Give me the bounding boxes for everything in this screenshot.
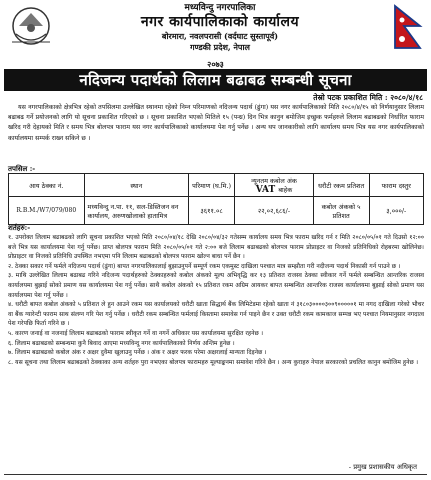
office-name: नगर कार्यपालिकाको कार्यालय: [140, 14, 300, 30]
min-bid-cell: २२,०२,६८६/-: [235, 197, 314, 225]
signature-line: - प्रमुख प्रशासकीय अधिकृत: [348, 463, 417, 471]
min-bid-header-label: न्यूनतम कबोल अंक: [251, 176, 297, 185]
bottom-divider: [4, 474, 427, 475]
letterhead-text: [70, 2, 370, 52]
nepal-flag-icon: [393, 4, 423, 52]
condition-item: ३. माथि उल्लेखित लिलाम बढाबढ गरिने नदिजन्य पदार्थहरुको ठेक्काहरुको कबोल अंकको मूल्य अभिवृद्धि कर १३ प्रतिशत राजस्व ठेक्का स्वीकार गर्ने फर्मले सम्बन्धित आन्तरिक राजस्व कार्यालयमा बुझाई सोको प्रमाण यस कार्यालयमा पेश गर्नु पर्नेछ। साथै कबोल अंकको १५ प्रतिशत रकम अग्रिम आयकर बापत सम्बन्धित आन्तरिक राजस्व कार्यालयमा बुझाई सोको प्रमाण यस कार्यालयमा पेश गर्नु पर्नेछ ।: [8, 272, 424, 299]
year: २०७३: [207, 59, 224, 69]
quantity-cell: ३६११.०८: [188, 197, 234, 225]
condition-item: ७. लिलाम बढाबढको कबोल अंक र अक्षर दुवैमा खुलाउनु पर्नेछ । अंक र अक्षर फरक परेमा अक्षरलाई मान्यता दिइनेछ ।: [8, 349, 267, 357]
vat-note: [238, 185, 310, 195]
table-header-row: [9, 174, 424, 197]
vat-label: VAT: [255, 184, 276, 195]
col-contract-no: आय ठेक्का नं.: [9, 174, 85, 197]
col-deposit: धरौटी रकम प्रतिशत: [313, 174, 369, 197]
letterhead: [0, 0, 431, 68]
condition-item: ५. कारण जनाई वा नजनाई लिलाम बढाबढको फाराम स्वीकृत गर्ने वा नगर्ने अधिकार यस कार्यालयमा सुरक्षित रहनेछ ।: [8, 329, 264, 337]
conditions-list: [8, 233, 424, 367]
intro-paragraph: यस नगरपालिकाको क्षेत्रभित्र रहेको तपसिलमा उल्लेखित स्थानमा रहेको निम्न परिमाणको नदिजन्य पदार्थ (ढुंगा) यस नगर कार्यपालिकाको मिति २०८०/४/१५ को निर्णयानुसार लिलाम बढाबढ गर्ने प्रयोजनको लागि यो सूचना प्रकाशित गरिएको छ । सूचना प्रकाशित भएको मितिले १५ (पन्ध्र) दिन भित्र कानुन बमोजिम इच्छुक फर्महरुले लिलाम बढाबढको निर्धारित फाराम खरिद गरी देहायको मिति र समय भित्र बोलपत्र फाराम यस नगर कार्यपालिकाको कार्यालयमा पेश गर्नु पर्नेछ । अन्य थप जानकारीको लागि कार्यालय समय भित्र यस नगर कार्यपालिकाको कार्यालयमा सम्पर्क राख्न सकिने छ ।: [8, 104, 424, 142]
condition-item: २. ठेक्का सकार गर्ने फर्मले नदिजन्य पदार्थ (ढुंगा) बापत नगरपालिकालाई बुझाउनुपर्ने सम्पूर्ण रकम एकमुस्ट दाखिला पश्चात मात्र सम्झौता गरी नदीजन्य पदार्थ निकासी गर्न पाउने छ ।: [8, 262, 401, 270]
condition-item: ८. यस सूचना तथा लिलाम बढाबढको ठेक्काका अन्य शर्तहरु पुरा नभएका बोलपत्र फारामहरु मूल्याङ्कनमा समावेश गरिने छैन । अन्य कुराहरु नेपाल सरकारको प्रचलित कानुन बमोजिम हुनेछ ।: [8, 358, 419, 366]
deposit-cell: कबोल अंकको ५ प्रतिशत: [313, 197, 369, 225]
municipality-name: मध्यविन्दु नगरपालिका: [184, 3, 256, 13]
col-location: स्थान: [84, 174, 188, 197]
notice-title: नदिजन्य पदार्थको लिलाम बढाबढ सम्बन्धी सूचना: [4, 69, 427, 91]
office-address: बोरमारा, नवलपरासी (वर्दघाट सुस्तापूर्व): [161, 31, 279, 41]
conditions-heading: शर्तहरु:-: [8, 223, 31, 232]
contract-no-cell: R.B.M./W7/079/080: [9, 197, 85, 225]
table-caption: तपसिल :-: [8, 164, 36, 173]
location-cell: मध्यविन्दु न.पा. ११, सल-डिस्तिजन वन कार्यालय, अरुणखोलाको हातामित्र: [84, 197, 188, 225]
condition-item: ६. लिलाम बढाबढको सम्बन्धमा कुनै बिवाद आएमा मध्यविन्दु नगर कार्यपालिकाको निर्णय अन्तिम हुनेछ ।: [8, 339, 235, 347]
col-min-bid: [235, 174, 314, 197]
contract-table: [8, 173, 424, 225]
table-row: [9, 197, 424, 225]
col-fee: फाराम दस्तुर: [369, 174, 424, 197]
condition-item: ४. धरौटी बापत कबोल अंकको ५ प्रतिशत ले हुन आउने रकम यस कार्यालयको धरौटी खाता सिद्धार्थ बैंक लिमिटेडमा रहेको खाता नं ३१८०३००००३००९०००००१ मा नगद दाखिला गरेको भौचर वा बैंक ग्यारेन्टी फाराम साथ संलग्न गरि पेश गर्नु पर्नेछ । धरौटी रकम सम्बन्धित फर्मलाई किस्तामा समावेस गर्न पाइने छैन र उक्त धरौटी रकम कामकाज सम्पन्न भए पश्चात नियमानुसार नगदात्व पेश गरेपछि फिर्ता गरिने छ ।: [8, 301, 424, 328]
condition-item: १. उपरोक्त लिलाम बढाबढको लागि सूचना प्रकाशित भएको मिति २०८०/०४/१८ देखि २०८०/०४/३२ गतेसम्म कार्यालय समय भित्र फाराम खरिद गर्न र मिति २०८०/०५/०१ गते दिउसो १२:०० बजे भित्र यस कार्यालयमा पेश गर्नु पर्नेछ। प्राप्त बोलपत्र फाराम मिति २०८०/०५/०१ गते २:०० बजे लिलाम बढाबढको बोलपत्र फाराम प्रोप्राइटर वा निजको प्रतिनिधिको रोहबरमा खोलिनेछ। प्रोप्राइटर वा निजको प्रतिनिधि उपस्थित नभएमा पनि लिलाम बढाबढको बोलपत्र फाराम खोल्न बाधा पर्ने छैन ।: [8, 234, 424, 261]
province-name: गण्डकी प्रदेश, नेपाल: [190, 42, 250, 52]
nepal-emblem-icon: [6, 4, 56, 50]
fee-cell: ३,०००/-: [369, 197, 424, 225]
vat-suffix: बाहेक: [278, 185, 293, 194]
col-quantity: परिमाण (घ.मि.): [188, 174, 234, 197]
publish-date: तेस्रो पटक प्रकाशित मिति : २०८०/४/१८: [313, 93, 423, 102]
